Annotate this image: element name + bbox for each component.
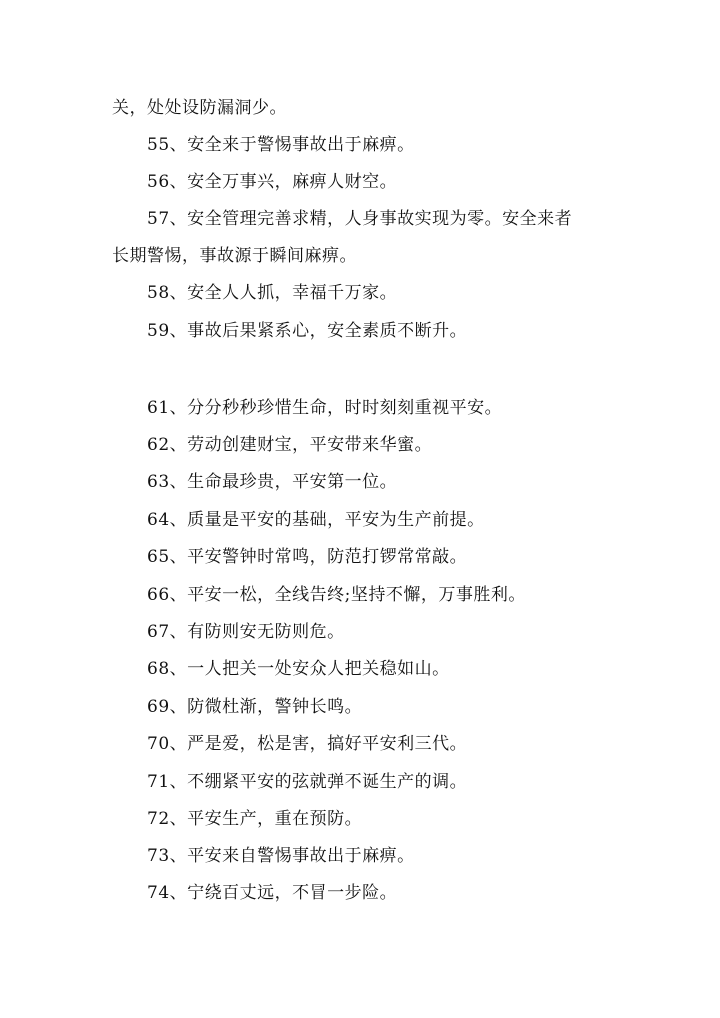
- list-item-63: 63、生命最珍贵，平安第一位。: [147, 472, 398, 492]
- list-item-71: 71、不绷紧平安的弦就弹不诞生产的调。: [147, 772, 468, 792]
- list-item-57-continuation: 长期警惕，事故源于瞬间麻痹。: [112, 246, 357, 266]
- list-item-61: 61、分分秒秒珍惜生命，时时刻刻重视平安。: [147, 398, 503, 418]
- list-item-57: 57、安全管理完善求精，人身事故实现为零。安全来者: [147, 209, 573, 229]
- list-item-69: 69、防微杜渐，警钟长鸣。: [147, 697, 363, 717]
- list-item-73: 73、平安来自警惕事故出于麻痹。: [147, 846, 415, 866]
- list-item-68: 68、一人把关一处安众人把关稳如山。: [147, 659, 450, 679]
- list-item-56: 56、安全万事兴，麻痹人财空。: [147, 172, 398, 192]
- list-item-58: 58、安全人人抓，幸福千万家。: [147, 283, 398, 303]
- list-item-66: 66、平安一松，全线告终;坚持不懈，万事胜利。: [147, 585, 526, 605]
- list-item-62: 62、劳动创建财宝，平安带来华蜜。: [147, 435, 433, 455]
- list-item-74: 74、宁绕百丈远，不冒一步险。: [147, 883, 398, 903]
- list-item-72: 72、平安生产，重在预防。: [147, 809, 363, 829]
- list-item-65: 65、平安警钟时常鸣，防范打锣常常敲。: [147, 547, 468, 567]
- list-item-59: 59、事故后果紧系心，安全素质不断升。: [147, 321, 468, 341]
- paragraph-continuation: 关，处处设防漏洞少。: [112, 98, 287, 118]
- list-item-70: 70、严是爱，松是害，搞好平安利三代。: [147, 734, 468, 754]
- list-item-64: 64、质量是平安的基础，平安为生产前提。: [147, 510, 485, 530]
- list-item-67: 67、有防则安无防则危。: [147, 622, 345, 642]
- list-item-55: 55、安全来于警惕事故出于麻痹。: [147, 135, 415, 155]
